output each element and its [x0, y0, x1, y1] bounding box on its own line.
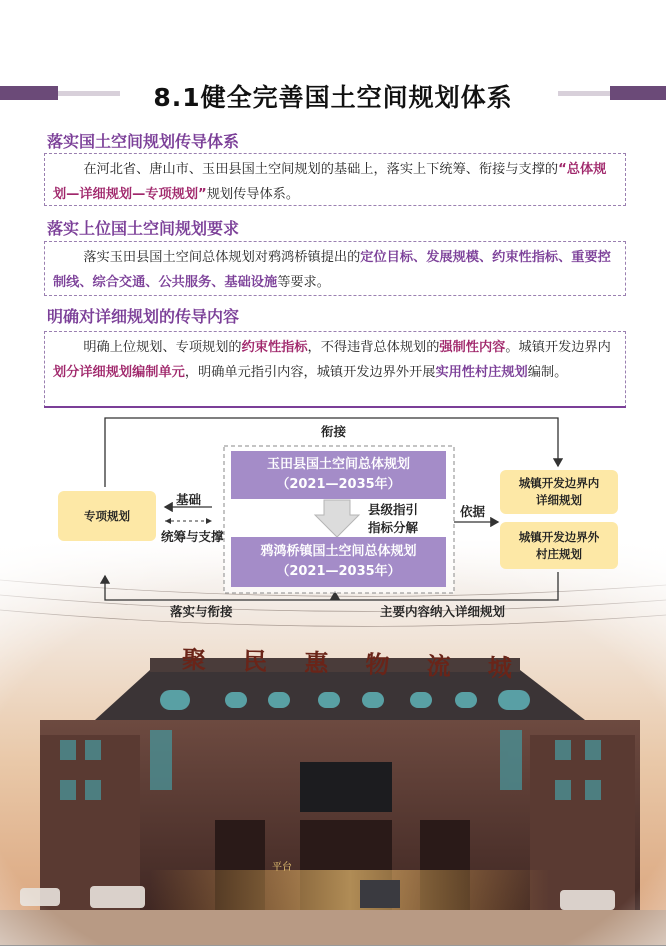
building-sign-char: 物	[365, 649, 390, 680]
county-plan-period: （2021—2035年）	[276, 477, 401, 492]
highlight-text: 约束性指标	[241, 340, 308, 355]
town-plan-period: （2021—2035年）	[276, 564, 401, 579]
body-text: 规划传导体系。	[206, 187, 300, 202]
label-indicator-breakdown: 指标分解	[368, 520, 419, 535]
section-heading-3: 明确对详细规划的传导内容	[47, 307, 240, 326]
label-main-content: 主要内容纳入详细规划	[380, 604, 506, 619]
detail-plan-line2: 详细规划	[536, 493, 582, 507]
body-text: 。城镇开发边界内	[505, 340, 611, 355]
body-text: ，明确单元指引内容，城镇开发边界外开展	[184, 365, 436, 380]
highlight-text: “总体规划—详细规划—专项规划”	[53, 162, 607, 202]
section-heading-2: 落实上位国土空间规划要求	[47, 219, 240, 238]
label-according: 依据	[460, 504, 486, 519]
building-sign-char: 惠	[303, 647, 329, 678]
label-basis: 基础	[176, 492, 202, 507]
body-text: 编制。	[527, 365, 568, 380]
label-coordinate-support: 统筹与支撑	[161, 529, 224, 544]
building-sign-char: 聚	[181, 644, 207, 675]
building-sign-char: 流	[426, 651, 452, 681]
body-text: 在河北省、唐山市、玉田县国土空间规划的基础上，落实上下统筹、衔接与支撑的	[83, 162, 559, 177]
page-title: 8.1健全完善国土空间规划体系	[153, 83, 513, 112]
village-plan-line2: 村庄规划	[536, 546, 582, 561]
special-plan-box: 专项规划	[58, 491, 156, 541]
county-plan-box	[231, 451, 446, 499]
section-heading-1: 落实国土空间规划传导体系	[47, 132, 240, 151]
shop-sign: 平台	[272, 862, 292, 873]
body-text: ，不得违背总体规划的	[307, 340, 440, 355]
village-plan-line1: 城镇开发边界外	[518, 529, 600, 544]
label-link: 衔接	[321, 424, 347, 439]
building-sign-char: 城	[487, 652, 513, 683]
body-text: 等要求。	[277, 275, 330, 290]
village-plan-box	[500, 522, 618, 569]
building-sign-char: 民	[242, 646, 268, 676]
town-plan-box	[231, 537, 446, 587]
town-plan-title: 鸦鸿桥镇国土空间总体规划	[260, 544, 417, 559]
county-plan-title: 玉田县国土空间总体规划	[266, 457, 410, 472]
highlight-text: 强制性内容	[439, 340, 506, 355]
body-text: 落实玉田县国土空间总体规划对鸦鸿桥镇提出的	[83, 250, 361, 265]
detail-plan-line1: 城镇开发边界内	[518, 476, 600, 490]
body-text: 明确上位规划、专项规划的	[83, 340, 242, 355]
highlight-text: 定位目标、发展规模、约束性指标、重要控制线、综合交通、公共服务、基础设施	[53, 250, 611, 290]
label-implement-link: 落实与衔接	[170, 604, 233, 619]
detail-plan-box	[500, 470, 618, 514]
highlight-text: 实用性村庄规划	[435, 365, 528, 380]
label-county-guidance: 县级指引	[368, 502, 419, 517]
highlight-text: 划分详细规划编制单元	[53, 365, 185, 380]
